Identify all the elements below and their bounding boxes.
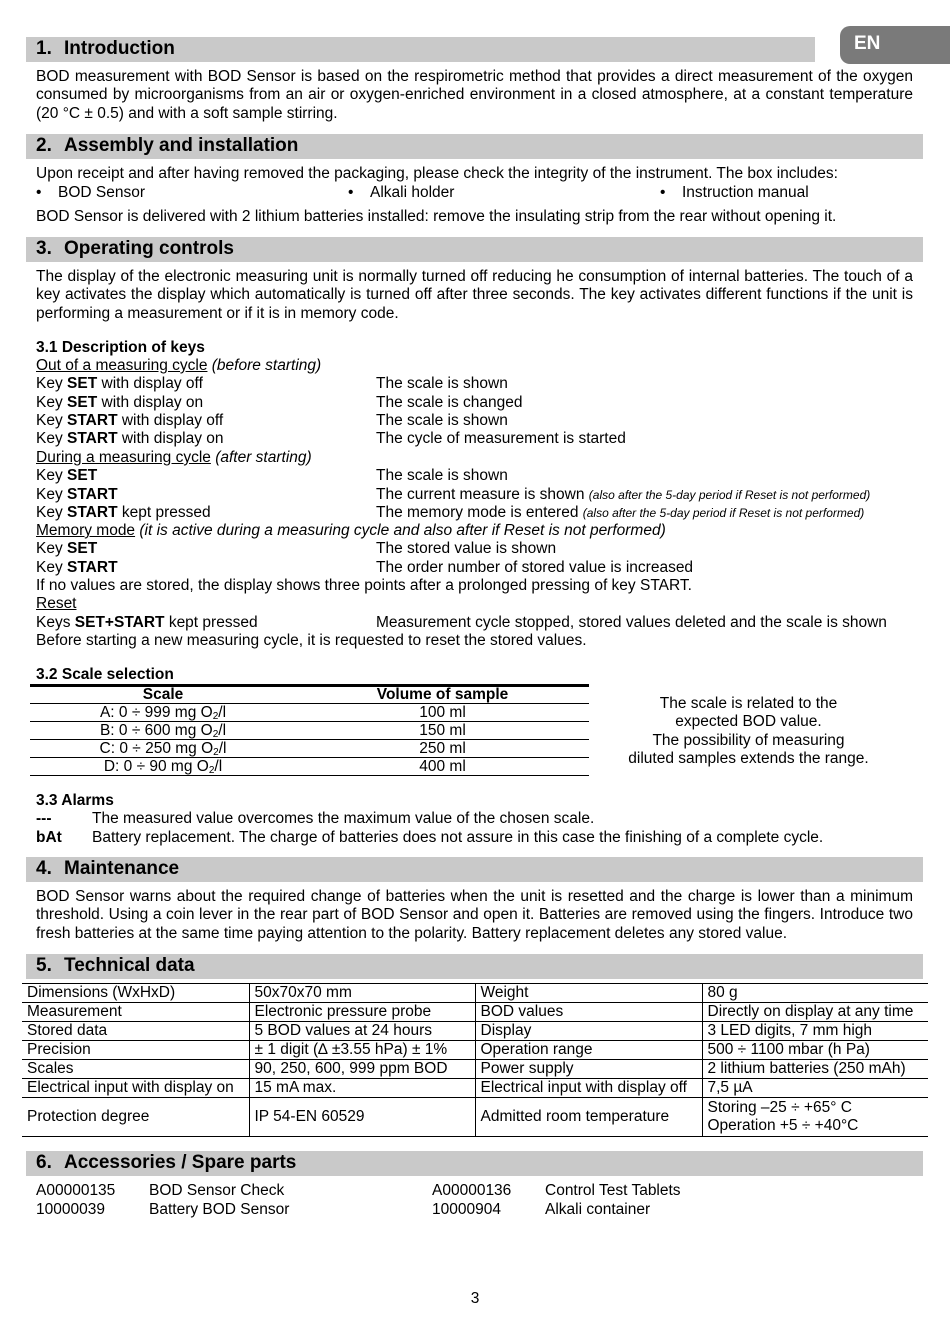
- spec-label: Weight: [475, 984, 702, 1003]
- spec-value: 90, 250, 600, 999 ppm BOD: [249, 1060, 475, 1079]
- scale-table: [30, 684, 589, 776]
- box-item: • Instruction manual: [660, 184, 809, 202]
- key-row-note: (also after the 5-day period if Reset is not performed): [582, 506, 865, 520]
- key-row: Key START: [36, 559, 118, 576]
- table-row: [30, 740, 589, 758]
- part-code: 10000904: [432, 1201, 501, 1218]
- volume-cell: 150 ml: [296, 722, 589, 740]
- spec-label: Stored data: [22, 1022, 249, 1041]
- key-row: Key SET: [36, 467, 98, 484]
- alarm-code: bAt: [36, 829, 62, 846]
- during-cycle-label: [36, 449, 312, 467]
- technical-data-table: [22, 983, 928, 1137]
- key-row: Key START with display on: [36, 430, 224, 447]
- key-row: Key SET with display on: [36, 394, 204, 411]
- spec-value: 5 BOD values at 24 hours: [249, 1022, 475, 1041]
- section-number: 2.: [36, 135, 52, 156]
- table-row: [22, 1098, 928, 1137]
- section-5-header: [26, 954, 923, 979]
- volume-cell: 400 ml: [296, 758, 589, 776]
- spec-value: 2 lithium batteries (250 mAh): [702, 1060, 928, 1079]
- table-row: [30, 704, 589, 722]
- key-row-desc: The scale is shown: [376, 467, 508, 484]
- section-title: Technical data: [64, 955, 195, 976]
- spec-value: 3 LED digits, 7 mm high: [702, 1022, 928, 1041]
- alarm-desc: The measured value overcomes the maximum value of the chosen scale.: [92, 810, 595, 827]
- section-6-header: [26, 1151, 923, 1176]
- section-1-header: [26, 37, 815, 62]
- out-cycle-note: (before starting): [211, 357, 322, 374]
- section-title: Accessories / Spare parts: [64, 1152, 297, 1173]
- side-note-line: The scale is related to the: [659, 695, 838, 712]
- during-cycle-note: (after starting): [215, 449, 312, 466]
- alarms-heading: 3.3 Alarms: [36, 792, 114, 809]
- alarm-desc: Battery replacement. The charge of batteries does not assure in this case the finishing of a complete cycle.: [92, 829, 824, 846]
- spec-value: ± 1 digit (∆ ±3.55 hPa) ± 1%: [249, 1041, 475, 1060]
- alarm-code: ---: [36, 810, 52, 827]
- out-cycle-label: [36, 357, 321, 375]
- part-code: A00000136: [432, 1182, 512, 1199]
- operation-temp: Operation +5 ÷ +40°C: [707, 1117, 859, 1134]
- memory-note: If no values are stored, the display shows three points after a prolonged pressing of key START.: [36, 577, 692, 594]
- memory-mode-note: (it is active during a measuring cycle and also after if Reset is not performed): [139, 522, 666, 539]
- key-row-desc: The cycle of measurement is started: [376, 430, 626, 447]
- spec-value: 50x70x70 mm: [249, 984, 475, 1003]
- part-name: Control Test Tablets: [545, 1182, 681, 1199]
- memory-mode-label: [36, 522, 666, 540]
- section-3-header: [26, 237, 923, 262]
- key-row-desc: Measurement cycle stopped, stored values deleted and the scale is shown: [376, 614, 887, 631]
- scale-side-note: [610, 695, 887, 768]
- spec-label: BOD values: [475, 1003, 702, 1022]
- scale-col-header: Scale: [30, 686, 296, 704]
- box-item: • BOD Sensor: [36, 184, 145, 202]
- part-name: Alkali container: [545, 1201, 651, 1218]
- key-row-desc: The current measure is shown (also after the 5-day period if Reset is not performed): [376, 486, 871, 503]
- part-name: BOD Sensor Check: [149, 1182, 285, 1199]
- language-tab: EN: [840, 26, 950, 64]
- part-name: Battery BOD Sensor: [149, 1201, 290, 1218]
- spec-value: Directly on display at any time: [702, 1003, 928, 1022]
- section-title: Operating controls: [64, 238, 234, 259]
- assembly-paragraph: Upon receipt and after having removed the packaging, please check the integrity of the instrument. The box includes:: [36, 165, 838, 182]
- key-row-desc: The stored value is shown: [376, 540, 557, 557]
- table-row: [22, 984, 928, 1003]
- spec-label: Dimensions (WxHxD): [22, 984, 249, 1003]
- side-note-line: diluted samples extends the range.: [628, 749, 869, 767]
- section-title: Maintenance: [64, 858, 180, 879]
- key-row-desc: The order number of stored value is increased: [376, 559, 694, 576]
- spec-value: IP 54-EN 60529: [249, 1098, 475, 1137]
- spec-label: Scales: [22, 1060, 249, 1079]
- spec-value: 7,5 µA: [702, 1079, 928, 1098]
- spec-label: Display: [475, 1022, 702, 1041]
- key-row: Key START: [36, 486, 118, 503]
- section-title: Introduction: [64, 38, 175, 59]
- during-cycle-title: During a measuring cycle: [36, 449, 211, 466]
- spec-value: Electronic pressure probe: [249, 1003, 475, 1022]
- spec-label: Power supply: [475, 1060, 702, 1079]
- intro-paragraph: BOD measurement with BOD Sensor is based on the respirometric method that provides a direct measurement of the oxygen consumed by microorganisms from an air or oxygen-enriched environment in a closed atmosphere, at a constant temperature (20 °C ± 0.5) and with a soft sample stirring.: [36, 68, 913, 122]
- scale-cell: A: 0 ÷ 999 mg $O_2/l$: [30, 704, 296, 722]
- spec-label: Measurement: [22, 1003, 249, 1022]
- spec-value: 500 ÷ 1100 mbar (h Pa): [702, 1041, 928, 1060]
- key-row-note: (also after the 5-day period if Reset is not performed): [588, 488, 871, 502]
- table-row: [30, 758, 589, 776]
- section-number: 1.: [36, 38, 52, 59]
- keys-heading: 3.1 Description of keys: [36, 339, 205, 356]
- table-row: [22, 1022, 928, 1041]
- section-number: 4.: [36, 858, 52, 879]
- table-row: [30, 722, 589, 740]
- memory-mode-title: Memory mode: [36, 522, 136, 539]
- reset-label: Reset: [36, 595, 77, 612]
- table-row: [22, 1079, 928, 1098]
- spec-label: Electrical input with display on: [22, 1079, 249, 1098]
- spec-value: 80 g: [702, 984, 928, 1003]
- key-row-desc: The scale is changed: [376, 394, 523, 411]
- scale-heading: 3.2 Scale selection: [36, 666, 174, 683]
- spec-label: Electrical input with display off: [475, 1079, 702, 1098]
- scale-cell: B: 0 ÷ 600 mg $O_2/l$: [30, 722, 296, 740]
- storing-temp: Storing –25 ÷ +65° C: [707, 1099, 852, 1116]
- section-number: 6.: [36, 1152, 52, 1173]
- volume-col-header: Volume of sample: [296, 686, 589, 704]
- maintenance-paragraph: BOD Sensor warns about the required change of batteries when the unit is resetted and the charge is lower than a minimum threshold. Using a coin lever in the rear part of BOD Sensor and open it. Batteries are removed using the fingers. Introduce two fresh batteries at the same time paying attention to the polarity. Battery replacement deletes any stored value.: [36, 888, 913, 942]
- section-2-header: [26, 134, 923, 159]
- spec-value: [702, 1098, 928, 1137]
- section-number: 5.: [36, 955, 52, 976]
- part-code: A00000135: [36, 1182, 116, 1199]
- controls-paragraph: The display of the electronic measuring unit is normally turned off reducing he consumption of internal batteries. The touch of a key activates the display which automatically is turned off after three seconds. The key activates different functions if the unit is performing a measurement or if it is in memory code.: [36, 268, 913, 322]
- scale-cell: D: 0 ÷ 90 mg $O_2/l$: [30, 758, 296, 776]
- box-item: • Alkali holder: [348, 184, 454, 202]
- spec-label: Precision: [22, 1041, 249, 1060]
- out-cycle-title: Out of a measuring cycle: [36, 357, 208, 374]
- battery-note: BOD Sensor is delivered with 2 lithium batteries installed: remove the insulating strip from the rear without opening it.: [36, 208, 837, 225]
- spec-label: Admitted room temperature: [475, 1098, 702, 1137]
- scale-cell: C: 0 ÷ 250 mg $O_2/l$: [30, 740, 296, 758]
- key-row: Key SET with display off: [36, 375, 203, 392]
- key-row-desc: The scale is shown: [376, 375, 508, 392]
- spec-label: Operation range: [475, 1041, 702, 1060]
- spec-value: 15 mA max.: [249, 1079, 475, 1098]
- key-row-desc: The scale is shown: [376, 412, 508, 429]
- table-row: [22, 1060, 928, 1079]
- reset-note: Before starting a new measuring cycle, it is requested to reset the stored values.: [36, 632, 587, 649]
- side-note-line: The possibility of measuring: [652, 731, 845, 749]
- key-row: Key SET: [36, 540, 98, 557]
- table-row: [22, 1041, 928, 1060]
- section-title: Assembly and installation: [64, 135, 299, 156]
- section-number: 3.: [36, 238, 52, 259]
- volume-cell: 100 ml: [296, 704, 589, 722]
- key-row: Keys SET+START kept pressed: [36, 614, 258, 631]
- page-number: 3: [470, 1290, 480, 1307]
- key-row-desc: The memory mode is entered (also after the 5-day period if Reset is not performed): [376, 504, 865, 521]
- key-row: Key START kept pressed: [36, 504, 211, 521]
- table-row: [22, 1003, 928, 1022]
- part-code: 10000039: [36, 1201, 105, 1218]
- volume-cell: 250 ml: [296, 740, 589, 758]
- spec-label: Protection degree: [22, 1098, 249, 1137]
- section-4-header: [26, 857, 923, 882]
- side-note-line: expected BOD value.: [675, 713, 822, 731]
- key-row: Key START with display off: [36, 412, 224, 429]
